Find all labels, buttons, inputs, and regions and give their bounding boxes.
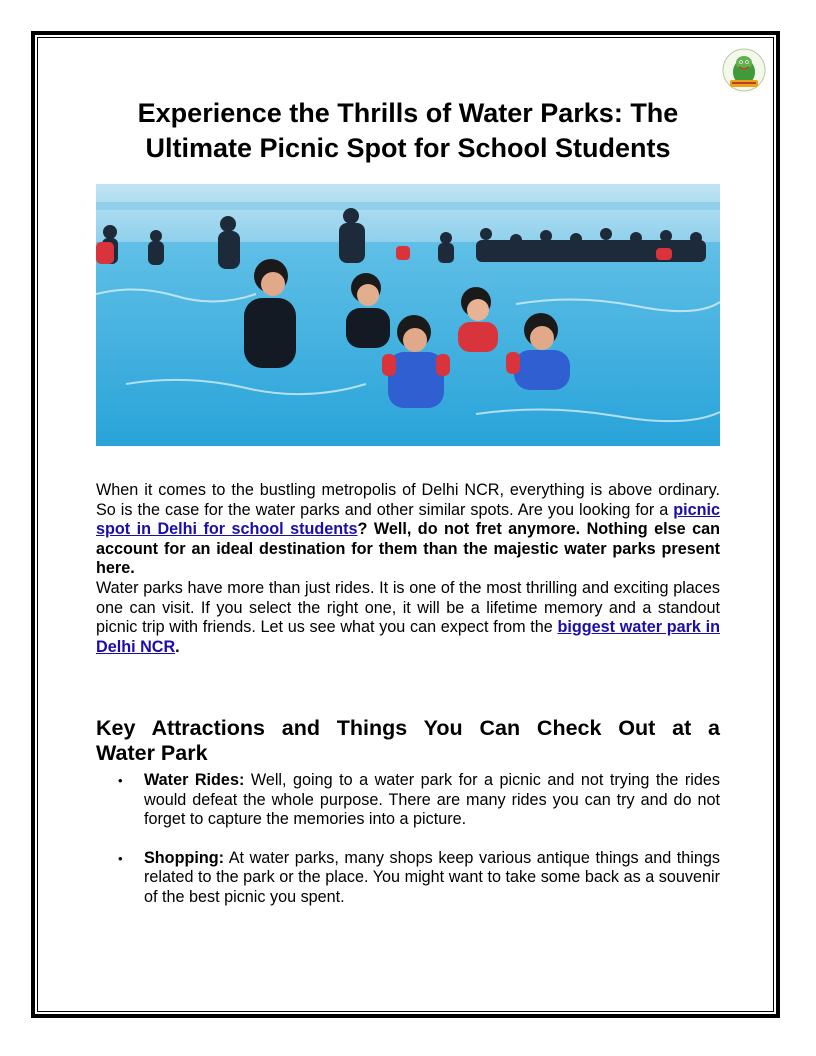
list-item bbox=[96, 771, 720, 830]
item-label: Shopping: bbox=[144, 848, 225, 867]
list-item bbox=[96, 849, 720, 908]
attractions-list bbox=[96, 771, 720, 908]
students-in-water-park-photo bbox=[96, 184, 720, 446]
bullet-icon: • bbox=[118, 850, 123, 866]
item-text: Well, going to a water park for a picnic and not trying the rides would defeat the whole purpose. There are many rides you can try and do not forget to capture the memories into a picture. bbox=[144, 771, 721, 829]
intro-text bbox=[96, 481, 720, 657]
intro-paragraph-2: Water parks have more than just rides. It is one of the most thrilling and exciting places one can visit. If you select the right one, it will be a lifetime memory and a standout picnic trip with friends. Let us see what you can expect from the biggest water park in Delhi NCR. bbox=[96, 578, 720, 656]
mascot-logo-icon bbox=[722, 48, 766, 92]
bullet-icon: • bbox=[118, 773, 123, 788]
picnic-spot-link[interactable]: picnic spot in Delhi for school students bbox=[96, 500, 720, 539]
item-text: At water parks, many shops keep various antique things and things related to the park or the place. You might want to take some back as a souvenir of the best picnic you spent. bbox=[144, 848, 720, 906]
page-title: Experience the Thrills of Water Parks: The Ultimate Picnic Spot for School Students bbox=[137, 98, 679, 163]
biggest-water-park-link[interactable]: biggest water park in Delhi NCR bbox=[96, 618, 720, 656]
section-heading: Key Attractions and Things You Can Check Out at a Water Park bbox=[96, 716, 720, 765]
item-label: Water Rides: bbox=[144, 771, 245, 789]
intro-paragraph-1: When it comes to the bustling metropolis of Delhi NCR, everything is above ordinary. So is the case for the water parks and other similar spots. Are you looking for a picnic spot in Delhi for school students? Well, do not fret anymore. Nothing else can account for an ideal destination for them than the majestic water parks present here. bbox=[96, 481, 720, 578]
